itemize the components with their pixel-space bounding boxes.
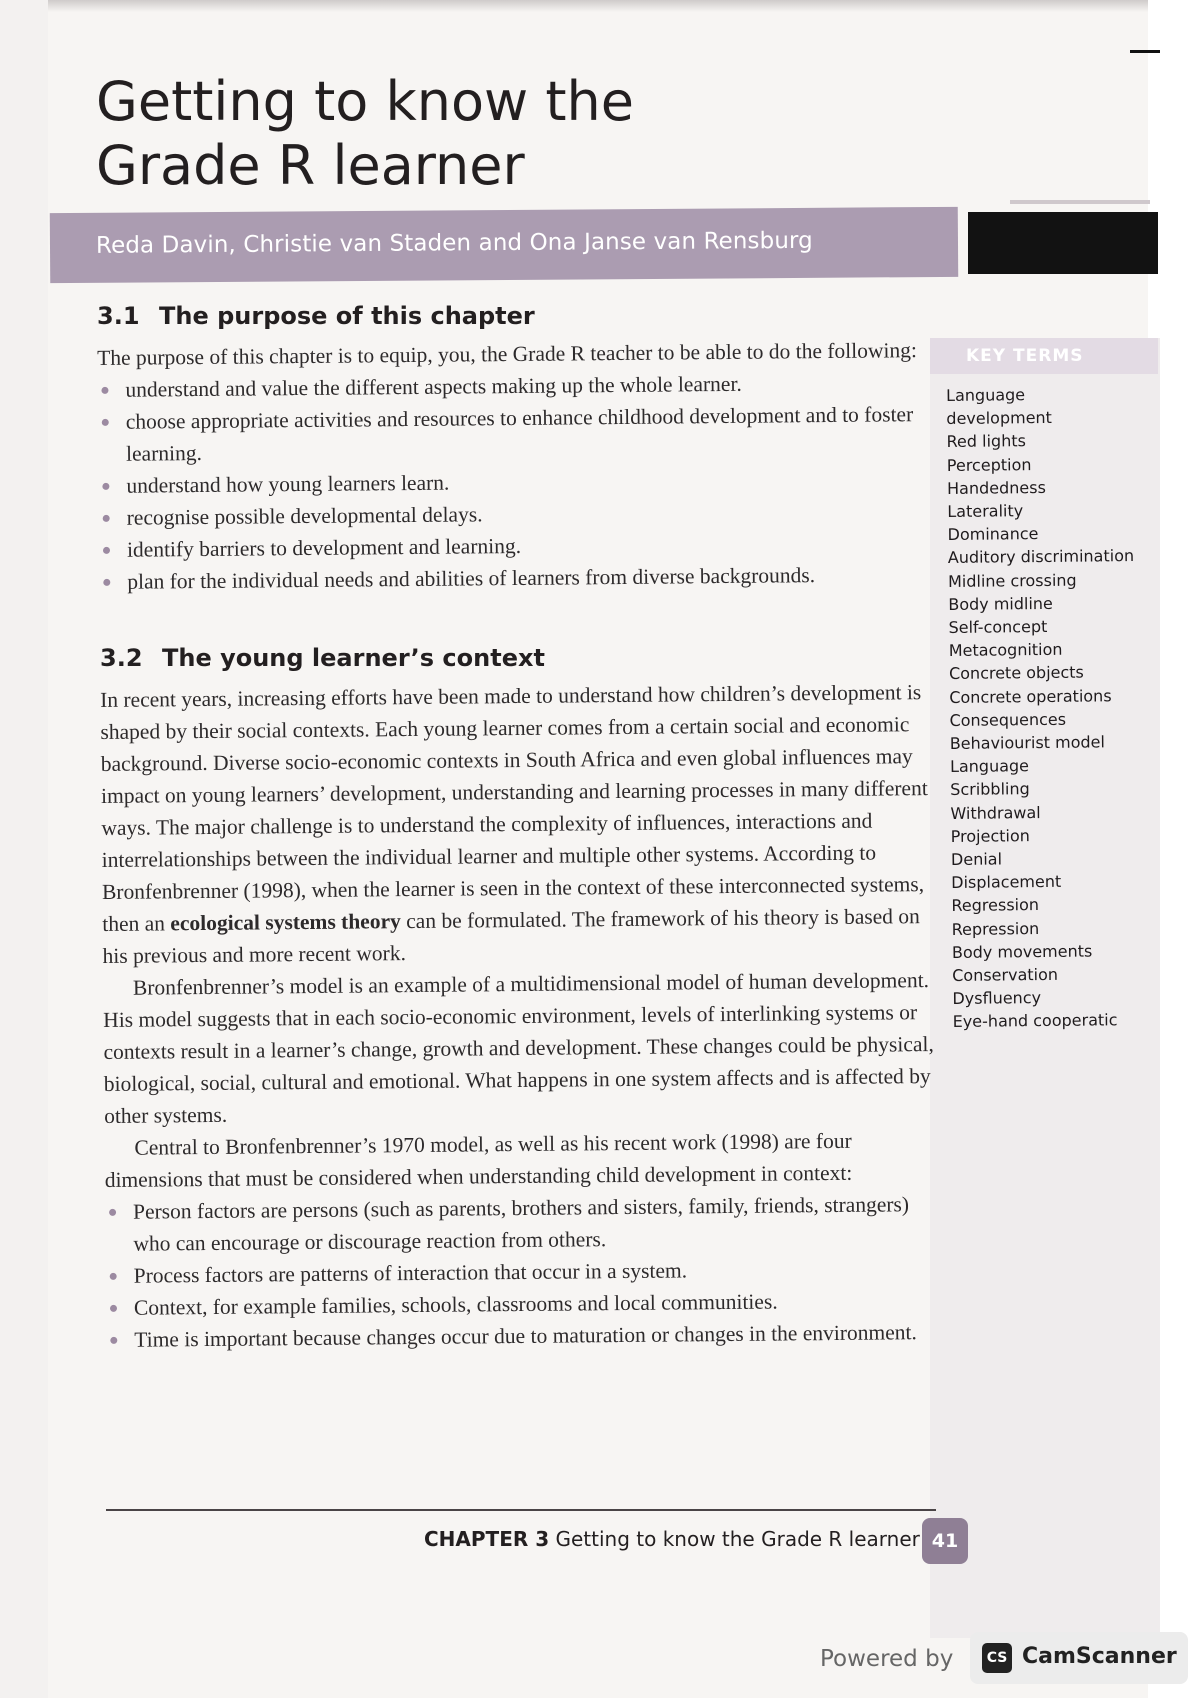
- key-term: Body midline: [948, 593, 1053, 614]
- context-paragraph-3: Central to Bronfenbrenner’s 1970 model, as well as his recent work (1998) are four dimensions that must be considered when understanding child development in context:: [104, 1128, 853, 1192]
- dimensions-bullet-list: [105, 1188, 946, 1356]
- key-term: Language: [949, 756, 1030, 777]
- powered-by-text: Powered by: [820, 1646, 954, 1672]
- paragraph-text: can be formulated. The framework of his theory is based on his previous and more recent work.: [102, 904, 920, 968]
- section-3-1-intro: The purpose of this chapter is to equip, you, the Grade R teacher to be able to do the following:: [97, 338, 917, 370]
- key-term: Denial: [950, 849, 1003, 870]
- key-term: Concrete operations: [949, 685, 1112, 707]
- camscanner-brand: CamScanner: [1022, 1644, 1177, 1669]
- camscanner-logo-icon: CS: [982, 1643, 1012, 1673]
- chapter-title-line-1: Getting to know the: [96, 70, 634, 133]
- section-title: The young learner’s context: [162, 644, 545, 672]
- key-term: Repression: [951, 918, 1040, 939]
- context-paragraph-1: [100, 676, 943, 972]
- section-number: 3.1: [97, 302, 140, 330]
- key-term: Metacognition: [948, 640, 1063, 661]
- key-term: development: [946, 408, 1053, 429]
- page-top-shadow: [48, 0, 1160, 12]
- key-term: Displacement: [951, 872, 1062, 893]
- chapter-title: [96, 70, 634, 198]
- key-concept-bold: ecological systems theory: [170, 909, 401, 936]
- purpose-bullet-list: [97, 366, 929, 598]
- context-paragraph-2: Bronfenbrenner’s model is an example of a multidimensional model of human development. His model suggests that in each socio-economic environment, levels of interlinking systems or contexts result in a learner’s change, growth and development. These changes could be physical, biological, social, cultural and emotional. What happens in one system affects and is affected by other systems.: [103, 968, 934, 1128]
- key-terms-list: [946, 382, 1167, 1034]
- section-3-1-heading: [97, 302, 535, 330]
- dimension-bullet: Time is important because changes occur due to maturation or changes in the environment.: [106, 1316, 946, 1356]
- chapter-title-line-2: Grade R learner: [96, 134, 525, 197]
- tab-edge-line: [1010, 200, 1150, 204]
- section-title: The purpose of this chapter: [159, 302, 535, 330]
- dimension-bullet: Person factors are persons (such as parents, brothers and sisters, family, friends, strangers) who can encourage or discourage reaction from others.: [105, 1188, 946, 1260]
- key-term: Language: [946, 385, 1026, 405]
- key-terms-heading-band: [930, 338, 1158, 374]
- key-term: Regression: [951, 895, 1040, 916]
- key-term: Consequences: [949, 709, 1067, 730]
- footer-chapter: CHAPTER 3: [424, 1527, 550, 1551]
- key-term: Midline crossing: [947, 570, 1077, 591]
- purpose-bullet: understand how young learners learn.: [98, 462, 928, 502]
- purpose-bullet: understand and value the different aspects making up the whole learner.: [97, 366, 927, 406]
- key-term: Handedness: [946, 477, 1046, 498]
- purpose-bullet: identify barriers to development and learning.: [99, 526, 929, 566]
- key-term: Body movements: [951, 941, 1093, 962]
- corner-mark: [1130, 50, 1160, 53]
- section-3-1-body: [97, 334, 929, 598]
- author-names: Reda Davin, Christie van Staden and Ona Janse van Rensburg: [95, 227, 813, 259]
- section-3-2-body: [100, 676, 946, 1356]
- purpose-bullet: choose appropriate activities and resources to enhance childhood development and to foster learning.: [98, 398, 929, 470]
- camscanner-watermark: [820, 1632, 1188, 1686]
- purpose-bullet: recognise possible developmental delays.: [99, 494, 929, 534]
- black-chapter-tab: [968, 212, 1158, 274]
- key-term: Behaviourist model: [949, 732, 1106, 754]
- key-term: Perception: [946, 454, 1032, 475]
- dimension-bullet: Process factors are patterns of interaction that occur in a system.: [106, 1252, 946, 1292]
- key-term: Dominance: [947, 524, 1039, 545]
- section-number: 3.2: [100, 644, 143, 672]
- dimension-bullet: Context, for example families, schools, classrooms and local communities.: [106, 1284, 946, 1324]
- key-term: Self-concept: [948, 616, 1048, 638]
- author-band: [50, 207, 958, 283]
- purpose-bullet: plan for the individual needs and abilities of learners from diverse backgrounds.: [99, 558, 929, 598]
- key-term: Dysfluency: [952, 988, 1042, 1009]
- page-number: 41: [922, 1518, 968, 1564]
- key-term: Eye-hand cooperatic: [952, 1010, 1118, 1032]
- key-term: Concrete objects: [948, 663, 1084, 684]
- footer-rule: [106, 1509, 936, 1511]
- key-term: Conservation: [952, 964, 1059, 986]
- key-term: Projection: [950, 826, 1030, 846]
- key-term: Withdrawal: [950, 802, 1041, 823]
- key-term: Scribbling: [950, 779, 1030, 800]
- camscanner-badge: [970, 1632, 1188, 1684]
- paragraph-text: In recent years, increasing efforts have been made to understand how children’s development is shaped by their social contexts. Each young learner comes from a certain social and economic background. Diverse socio-economic contexts in South Africa and even global influences may impact on young learners’ development, understanding and learning processes in many different ways. The major challenge is to understand the complexity of influences, interactions and interrelationships between the individual learner and multiple other systems. According to Bronfenbrenner (1998), when the learner is seen in the context of these interconnected systems, then an: [100, 680, 928, 936]
- key-term: Red lights: [946, 431, 1026, 452]
- key-term: Auditory discrimination: [947, 546, 1135, 568]
- key-terms-heading: KEY TERMS: [966, 346, 1084, 366]
- running-footer: [424, 1527, 920, 1551]
- key-term: Laterality: [947, 501, 1024, 522]
- footer-title: Getting to know the Grade R learner: [555, 1527, 920, 1551]
- section-3-2-heading: [100, 644, 545, 672]
